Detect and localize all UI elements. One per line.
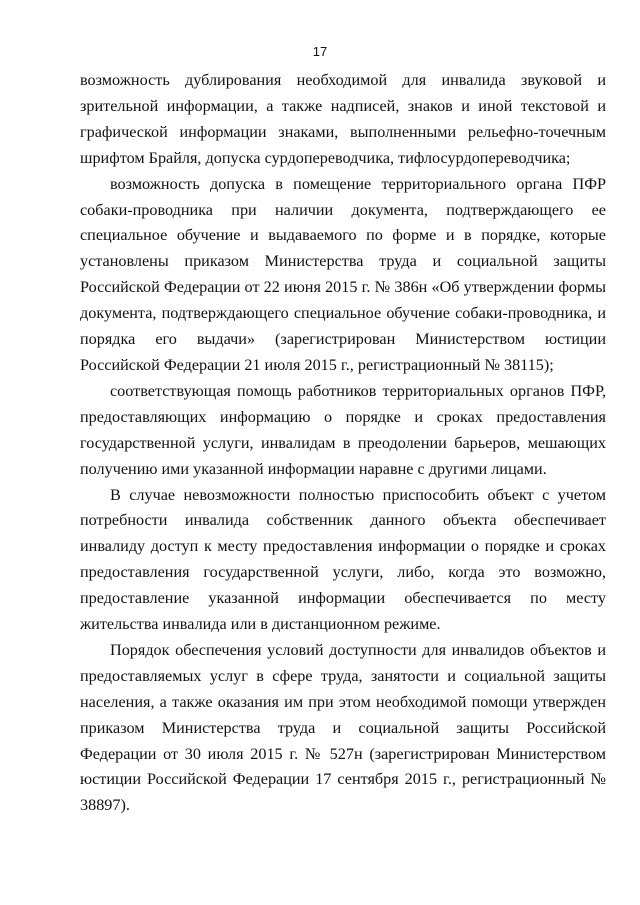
paragraph-guide-dog-access: возможность допуска в помещение территориального органа ПФР собаки-проводника при наличии документа, подтверждающего ее специальное обучение и выдаваемого по форме и в порядке, которые установлены приказом Министерства труда и социальной защиты Российской Федерации от 22 июня 2015 г. № 386н «Об утверждении формы документа, подтверждающего специальное обучение собаки-проводника, и порядка его выдачи» (зарегистрирован Министерством юстиции Российской Федерации 21 июля 2015 г., регистрационный № 38115); [80,174,606,374]
paragraph-remote-provision: В случае невозможности полностью приспособить объект с учетом потребности инвалида собственник данного объекта обеспечивает инвалиду доступ к месту предоставления информации о порядке и сроках предоставления государственной услуги, либо, когда это возможно, предоставление указанной информации обеспечивается по месту жительства инвалида или в дистанционном режиме. [80,485,606,634]
document-body [80,68,606,819]
page-number: 17 [312,44,328,59]
paragraph-sign-language-access: возможность дублирования необходимой для инвалида звуковой и зрительной информации, а также надписей, знаков и иной текстовой и графической информации знаками, выполненными рельефно-точечным шрифтом Брайля, допуска сурдопереводчика, тифлосурдопереводчика; [80,71,606,167]
paragraph-staff-assistance: соответствующая помощь работников территориальных органов ПФР, предоставляющих информацию о порядке и сроках предоставления государственной услуги, инвалидам в преодолении барьеров, мешающих получению ими указанной информации наравне с другими лицами. [80,381,606,478]
paragraph-accessibility-order: Порядок обеспечения условий доступности для инвалидов объектов и предоставляемых услуг в сфере труда, занятости и социальной защиты населения, а также оказания им при этом необходимой помощи утвержден приказом Министерства труда и социальной защиты Российской Федерации от 30 июля 2015 г. № 527н (зарегистрирован Министерством юстиции Российской Федерации 17 сентября 2015 г., регистрационный № 38897). [80,640,606,815]
